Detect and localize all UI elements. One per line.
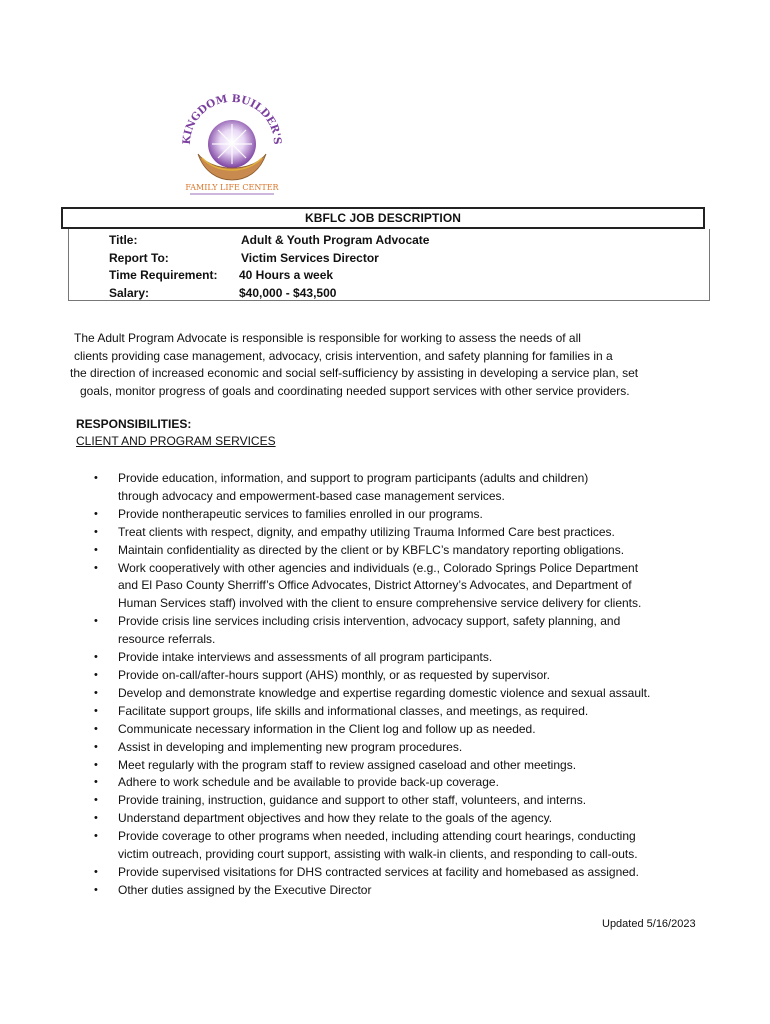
logo-rays [212,124,252,164]
section-heading: CLIENT AND PROGRAM SERVICES [76,434,276,448]
list-item-text: Meet regularly with the program staff to review assigned caseload and other meetings. [118,757,577,772]
updated-date: Updated 5/16/2023 [602,918,696,930]
list-item-text: Provide intake interviews and assessments of all program participants. [118,650,493,665]
list-item-text: Adhere to work schedule and be available to provide back-up coverage. [118,775,499,790]
job-info-box [68,229,710,301]
list-item-text: Assist in developing and implementing new program procedures. [118,739,463,754]
list-item [92,882,698,900]
info-value: 40 Hours a week [239,268,334,282]
list-item-text: Develop and demonstrate knowledge and expertise regarding domestic violence and sexual assault. [118,685,651,700]
list-item-text: Provide coverage to other programs when needed, including attending court hearings, conducting [118,829,636,844]
info-label: Title: [109,233,138,247]
bullet-icon: • [94,794,98,807]
bullet-icon: • [94,722,98,735]
list-item-text: Other duties assigned by the Executive Director [118,882,372,897]
job-description-title: KBFLC JOB DESCRIPTION [61,207,705,229]
list-item [92,864,698,882]
list-item [92,667,698,685]
bullet-icon: • [94,758,98,771]
list-item-text: Treat clients with respect, dignity, and empathy utilizing Trauma Informed Care best practices. [118,524,615,539]
bullet-icon: • [94,776,98,789]
info-label: Report To: [109,250,169,265]
info-row-title [109,233,429,247]
list-item-text: Facilitate support groups, life skills and informational classes, and meetings, as required. [118,703,589,718]
bullet-icon: • [94,472,98,484]
info-row-report-to [109,251,379,265]
bullet-icon: • [94,883,98,896]
logo-bottom-text: FAMILY LIFE CENTER [185,183,279,192]
list-item [92,757,698,775]
list-item [92,810,698,828]
list-item-text: through advocacy and empowerment-based case management services. [118,488,505,503]
list-item-text: Provide nontherapeutic services to families enrolled in our programs. [118,506,483,521]
bullet-icon: • [94,615,98,628]
bullet-icon: • [94,812,98,825]
list-item [92,560,698,614]
bullet-icon: • [94,561,98,574]
info-label: Time Requirement: [109,268,218,282]
list-item-text: Communicate necessary information in the Client log and follow up as needed. [118,721,536,736]
list-item [92,828,698,864]
list-item [92,542,698,560]
intro-line: The Adult Program Advocate is responsible is responsible for working to assess the needs of all [74,331,581,345]
logo-arc-text-path: KINGDOM BUILDER'S [180,92,284,146]
list-item-text: Provide on-call/after-hours support (AHS) monthly, or as requested by supervisor. [118,667,550,682]
bullet-icon: • [94,651,98,664]
list-item-text: Human Services staff) involved with the client to ensure comprehensive service delivery for clients. [118,596,642,611]
list-item [92,524,698,542]
logo-graphic [176,92,288,198]
list-item [92,470,698,506]
bullet-icon: • [94,865,98,878]
list-item-text: victim outreach, providing court support, assisting with walk-in clients, and responding to call-outs. [118,847,638,862]
intro-line: goals, monitor progress of goals and coordinating needed support services with other service providers. [80,383,630,398]
list-item-text: Provide education, information, and support to program participants (adults and children) [118,471,589,485]
intro-line: the direction of increased economic and social self-sufficiency by assisting in developing a service plan, set [70,366,639,380]
bullet-icon: • [94,507,98,520]
info-row-salary [109,286,336,300]
list-item-text: and El Paso County Sherriff’s Office Advocates, District Attorney’s Advocates, and Department of [118,578,632,593]
info-value: $40,000 - $43,500 [239,285,337,300]
list-item [92,703,698,721]
bullet-icon: • [94,704,98,717]
list-item [92,792,698,810]
bullet-icon: • [94,740,98,753]
list-item-text: resource referrals. [118,632,216,647]
list-item [92,739,698,757]
bullet-icon: • [94,686,98,699]
info-value: Adult & Youth Program Advocate [241,233,430,247]
info-row-time-requirement [109,268,333,282]
intro-paragraph [70,330,690,400]
list-item-text: Understand department objectives and how they relate to the goals of the agency. [118,811,553,826]
intro-line: clients providing case management, advocacy, crisis intervention, and safety planning for families in a [74,348,613,363]
bullet-icon: • [94,525,98,538]
responsibilities-heading: RESPONSIBILITIES: [76,417,192,431]
list-item [92,685,698,703]
bullet-icon: • [94,830,98,843]
info-label: Salary: [109,285,150,300]
list-item [92,721,698,739]
list-item-text: Maintain confidentiality as directed by the client or by KBFLC’s mandatory reporting obligations. [118,542,625,557]
bullet-icon: • [94,543,98,556]
list-item-text: Provide crisis line services including crisis intervention, advocacy support, safety planning, and [118,614,621,629]
kbflc-logo [176,92,288,198]
list-item [92,613,698,649]
list-item [92,506,698,524]
responsibilities-list [92,470,698,900]
bullet-icon: • [94,668,98,681]
list-item-text: Provide supervised visitations for DHS contracted services at facility and homebased as assigned. [118,864,639,879]
info-value: Victim Services Director [241,250,379,265]
list-item-text: Work cooperatively with other agencies and individuals (e.g., Colorado Springs Police Department [118,560,639,575]
list-item-text: Provide training, instruction, guidance and support to other staff, volunteers, and interns. [118,793,587,808]
list-item [92,649,698,667]
list-item [92,774,698,792]
